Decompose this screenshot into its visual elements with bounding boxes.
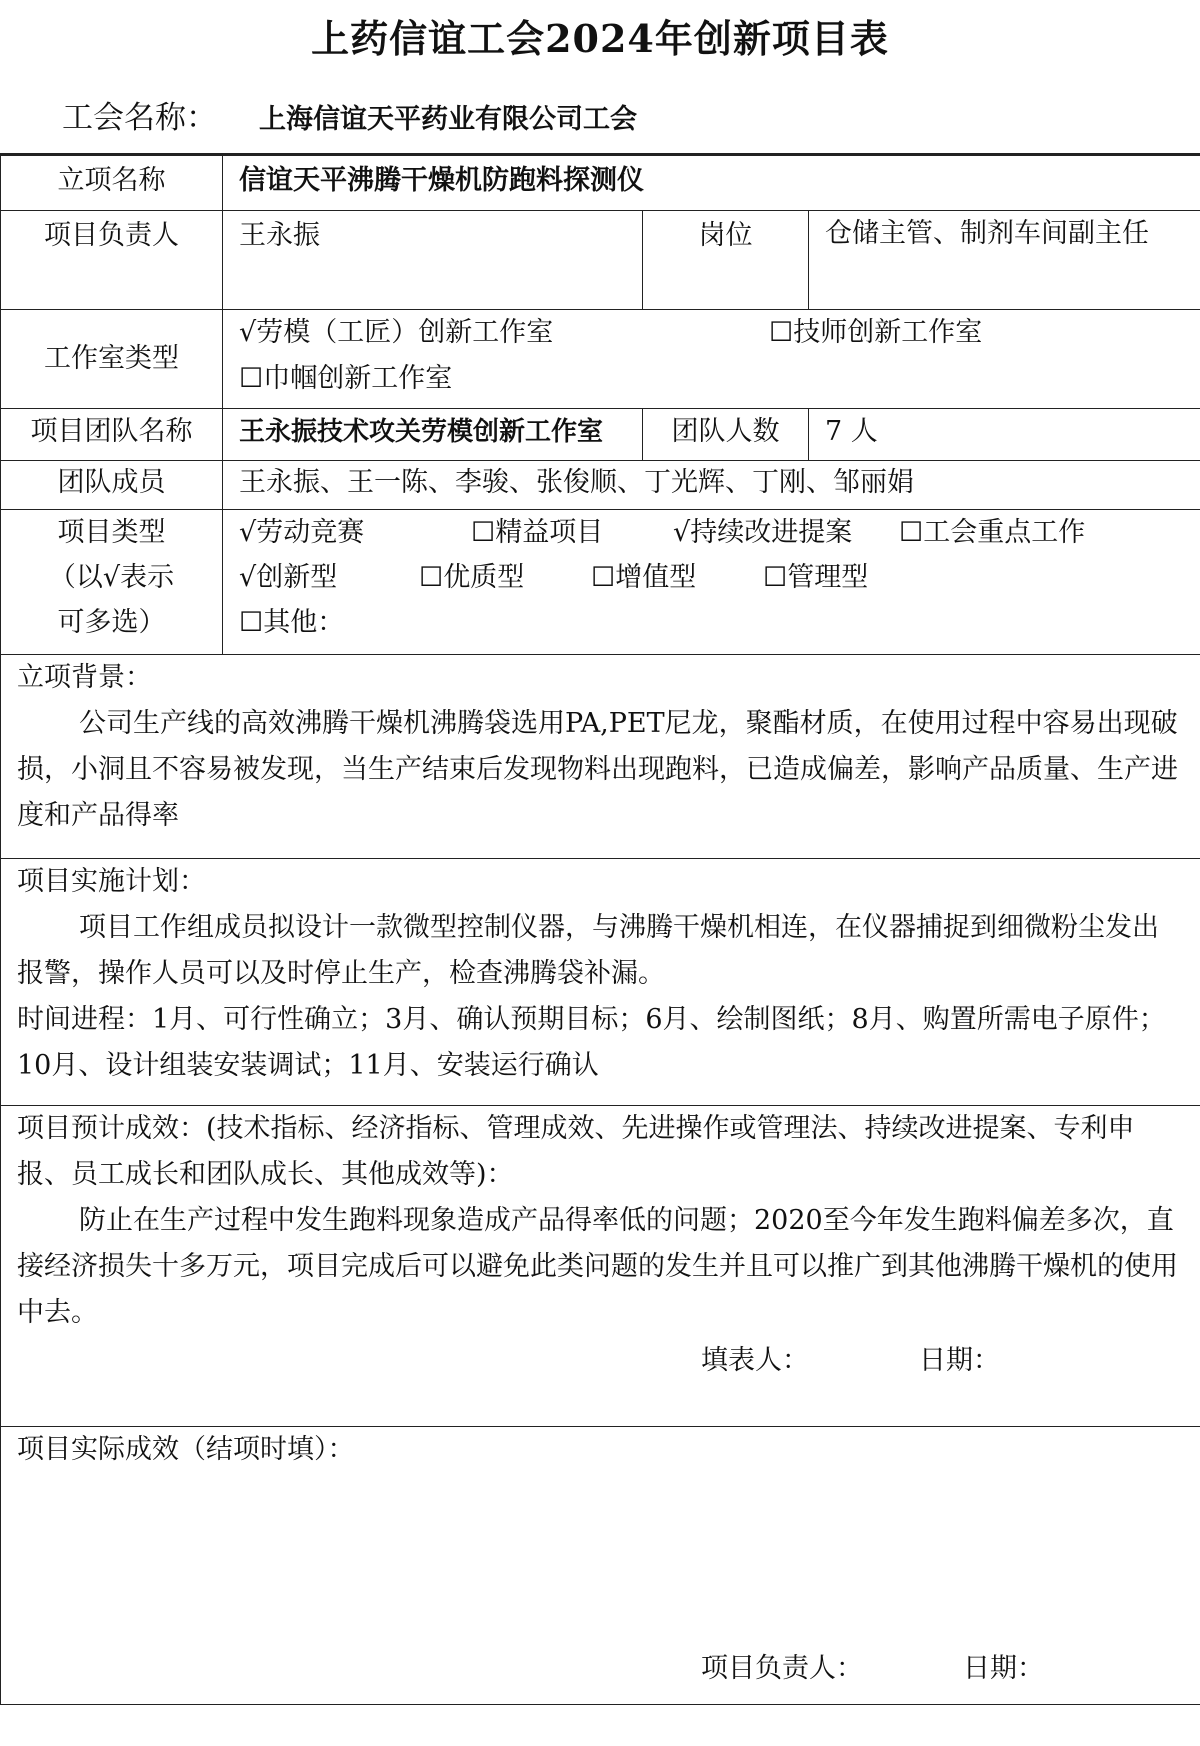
expected-date-label: 日期：	[919, 1345, 1000, 1377]
studio-type-options	[223, 309, 1200, 408]
background-text: 公司生产线的高效沸腾干燥机沸腾袋选用PA,PET尼龙，聚酯材质，在使用过程中容易出现破损，小洞且不容易被发现，当生产结束后发现物料出现跑料，已造成偏差，影响产品质量、生产进度和产品得率	[17, 708, 1178, 832]
row-actual	[1, 1427, 1200, 1705]
members-value: 王永振、王一陈、李骏、张俊顺、丁光辉、丁刚、邹丽娟	[223, 460, 1200, 509]
studio-type-label: 工作室类型	[1, 309, 223, 408]
union-name-line	[62, 92, 637, 137]
row-team	[1, 409, 1200, 460]
plan-heading: 项目实施计划：	[17, 866, 206, 898]
plan-section	[1, 859, 1200, 1106]
expected-text: 防止在生产过程中发生跑料现象造成产品得率低的问题；2020至今年发生跑料偏差多次，直接经济损失十多万元，项目完成后可以避免此类问题的发生并且可以推广到其他沸腾干燥机的使用中去。	[17, 1205, 1178, 1329]
leader-value: 王永振	[223, 210, 643, 309]
studio-option-technician[interactable]: ☐技师创新工作室	[769, 316, 983, 348]
row-background	[1, 655, 1200, 859]
studio-option-model-worker[interactable]: √劳模（工匠）创新工作室	[239, 316, 554, 348]
actual-heading: 项目实际成效（结项时填）：	[17, 1434, 355, 1466]
team-name-value: 王永振技术攻关劳模创新工作室	[223, 409, 643, 460]
type-option-labor-competition[interactable]: √劳动竞赛	[239, 516, 365, 548]
plan-text: 项目工作组成员拟设计一款微型控制仪器，与沸腾干燥机相连，在仪器捕捉到细微粉尘发出报警，操作人员可以及时停止生产，检查沸腾袋补漏。	[17, 912, 1159, 990]
type-option-innovative[interactable]: √创新型	[239, 561, 338, 593]
position-label: 岗位	[643, 210, 809, 309]
type-option-other[interactable]: ☐其他：	[239, 606, 345, 638]
type-option-management[interactable]: ☐管理型	[763, 561, 869, 593]
studio-option-women[interactable]: ☐巾帼创新工作室	[239, 362, 453, 394]
expected-signature-line	[1, 1338, 1200, 1384]
row-project-type	[1, 509, 1200, 654]
project-type-label	[1, 509, 223, 654]
project-name-label: 立项名称	[1, 155, 223, 211]
page-title: 上药信谊工会2024年创新项目表	[311, 16, 889, 61]
row-plan	[1, 859, 1200, 1106]
leader-label: 项目负责人	[1, 210, 223, 309]
type-option-union-key-work[interactable]: ☐工会重点工作	[899, 516, 1086, 548]
members-label: 团队成员	[1, 460, 223, 509]
position-value: 仓储主管、制剂车间副主任	[809, 210, 1200, 309]
background-heading: 立项背景：	[17, 662, 152, 694]
project-type-label-line1: 项目类型	[57, 516, 166, 548]
expected-heading: 项目预计成效：(技术指标、经济指标、管理成效、先进操作或管理法、持续改进提案、专利申报、员工成长和团队成长、其他成效等)：	[17, 1113, 1135, 1191]
project-type-label-line2: （以√表示	[48, 561, 175, 593]
row-project-name	[1, 155, 1200, 211]
type-option-value-added[interactable]: ☐增值型	[591, 561, 697, 593]
filler-label: 填表人：	[701, 1345, 809, 1377]
type-option-lean[interactable]: ☐精益项目	[471, 516, 604, 548]
team-name-label: 项目团队名称	[1, 409, 223, 460]
row-studio-type	[1, 309, 1200, 408]
expected-section	[1, 1106, 1200, 1427]
actual-signature-line	[701, 1646, 1044, 1692]
row-leader	[1, 210, 1200, 309]
plan-timeline: 时间进程：1月、可行性确立；3月、确认预期目标；6月、绘制图纸；8月、购置所需电子原件；10月、设计组装安装调试；11月、安装运行确认	[17, 1004, 1166, 1082]
team-count-value: 7 人	[809, 409, 1200, 460]
union-name-value: 上海信谊天平药业有限公司工会	[259, 104, 637, 135]
team-count-label: 团队人数	[643, 409, 809, 460]
project-form-table	[0, 153, 1200, 1705]
actual-section	[1, 1427, 1200, 1705]
actual-leader-label: 项目负责人：	[701, 1653, 863, 1684]
background-section	[1, 655, 1200, 859]
type-option-quality[interactable]: ☐优质型	[419, 561, 525, 593]
project-type-label-line3: 可多选）	[57, 606, 166, 638]
project-name-value: 信谊天平沸腾干燥机防跑料探测仪	[223, 155, 1200, 211]
project-type-options	[223, 509, 1200, 654]
type-option-continuous-improvement[interactable]: √持续改进提案	[673, 516, 853, 548]
union-name-label: 工会名称：	[62, 100, 217, 136]
actual-date-label: 日期：	[963, 1653, 1044, 1684]
row-members	[1, 460, 1200, 509]
row-expected	[1, 1106, 1200, 1427]
